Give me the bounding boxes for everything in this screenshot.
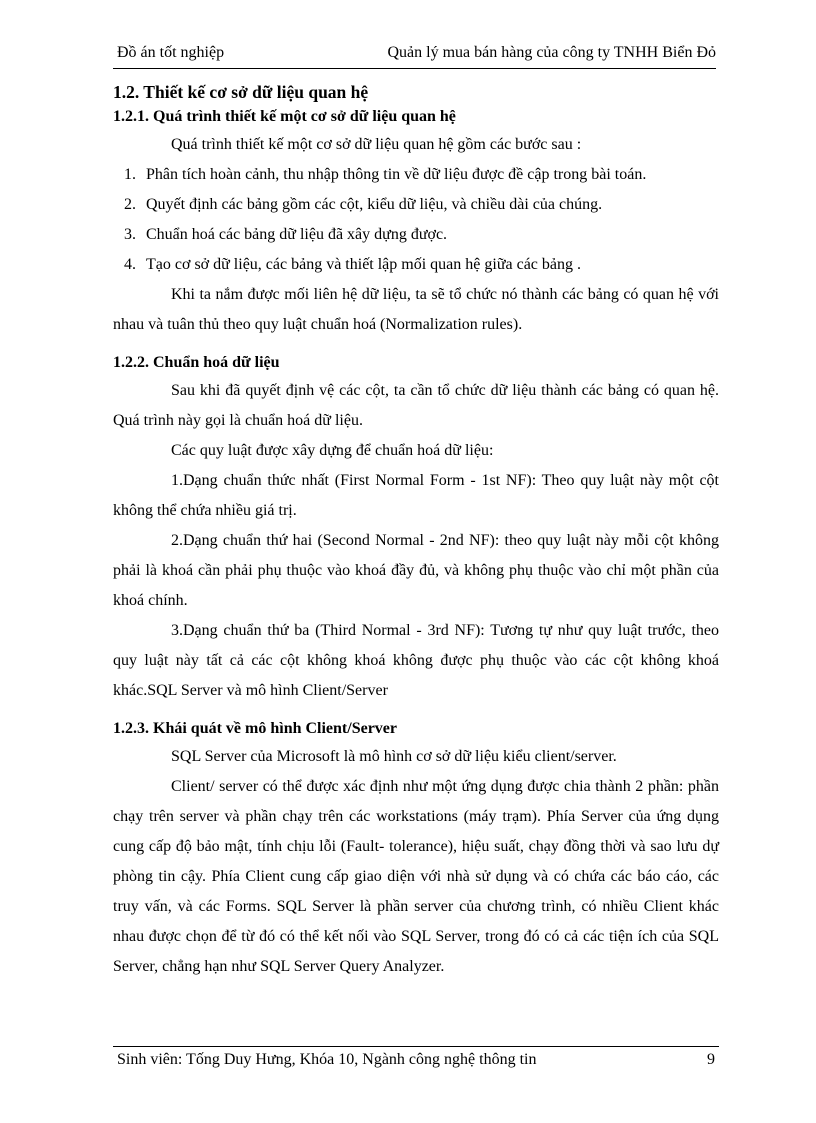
page-header	[113, 44, 716, 69]
design-step: 2. Quyết định các bảng gồm các cột, kiểu dữ liệu, và chiều dài của chúng.	[140, 190, 719, 220]
section-title: 1.2. Thiết kế cơ sở dữ liệu quan hệ	[113, 82, 369, 102]
page-number: 9	[707, 1051, 715, 1068]
subsection-122-title: 1.2.2. Chuẩn hoá dữ liệu	[113, 354, 280, 371]
page-footer	[113, 1046, 719, 1068]
paragraph: Các quy luật được xây dựng để chuẩn hoá dữ liệu:	[171, 442, 494, 459]
design-step: 3. Chuẩn hoá các bảng dữ liệu đã xây dựng được.	[140, 220, 719, 250]
paragraph: 1.Dạng chuẩn thức nhất (First Normal Form - 1st NF): Theo quy luật này một cột không thể chứa nhiều giá trị.	[113, 472, 719, 519]
paragraph: 3.Dạng chuẩn thứ ba (Third Normal - 3rd NF): Tương tự như quy luật trước, theo quy luật này tất cả các cột không khoá không được phụ thuộc vào các cột không khoá khác.SQL Server và mô hình Client/Server	[113, 622, 719, 699]
page-content	[113, 80, 719, 982]
subsection-123-title: 1.2.3. Khái quát về mô hình Client/Server	[113, 720, 398, 737]
design-steps-list	[113, 160, 719, 280]
subsection-121-outro: Khi ta nắm được mối liên hệ dữ liệu, ta sẽ tổ chức nó thành các bảng có quan hệ với nhau và tuân thủ theo quy luật chuẩn hoá (Normalization rules).	[113, 286, 719, 333]
paragraph: Sau khi đã quyết định vệ các cột, ta cần tổ chức dữ liệu thành các bảng có quan hệ. Quá trình này gọi là chuẩn hoá dữ liệu.	[113, 382, 719, 429]
footer-author-text: Sinh viên: Tống Duy Hưng, Khóa 10, Ngành công nghệ thông tin	[117, 1051, 537, 1068]
subsection-121-title: 1.2.1. Quá trình thiết kế một cơ sở dữ liệu quan hệ	[113, 108, 456, 125]
paragraph: Client/ server có thể được xác định như một ứng dụng được chia thành 2 phần: phần chạy trên server và phần chạy trên các workstations (máy trạm). Phía Server của ứng dụng cung cấp độ bảo mật, tính chịu lỗi (Fault- tolerance), hiệu suất, chạy đồng thời và sao lưu dự phòng tin cậy. Phía Client cung cấp giao diện với nhà sử dụng và có chứa các báo cáo, các truy vấn, và các Forms. SQL Server là phần server của chương trình, có nhiều Client khác nhau được chọn để từ đó có thể kết nối vào SQL Server, trong đó có cả các tiện ích của SQL Server, chẳng hạn như SQL Server Query Analyzer.	[113, 778, 719, 975]
design-step: 4. Tạo cơ sở dữ liệu, các bảng và thiết lập mối quan hệ giữa các bảng .	[140, 250, 719, 280]
header-right-text: Quản lý mua bán hàng của công ty TNHH Biển Đỏ	[387, 44, 716, 61]
subsection-121-intro: Quá trình thiết kế một cơ sở dữ liệu quan hệ gồm các bước sau :	[171, 136, 582, 153]
header-left-text: Đồ án tốt nghiệp	[117, 44, 225, 61]
paragraph: 2.Dạng chuẩn thứ hai (Second Normal - 2nd NF): theo quy luật này mỗi cột không phải là khoá cần phải phụ thuộc vào khoá đầy đủ, và không phụ thuộc vào chỉ một phần của khoá chính.	[113, 532, 719, 609]
paragraph: SQL Server của Microsoft là mô hình cơ sở dữ liệu kiểu client/server.	[171, 748, 617, 765]
design-step: 1. Phân tích hoàn cảnh, thu nhập thông tin về dữ liệu được đề cập trong bài toán.	[140, 160, 719, 190]
